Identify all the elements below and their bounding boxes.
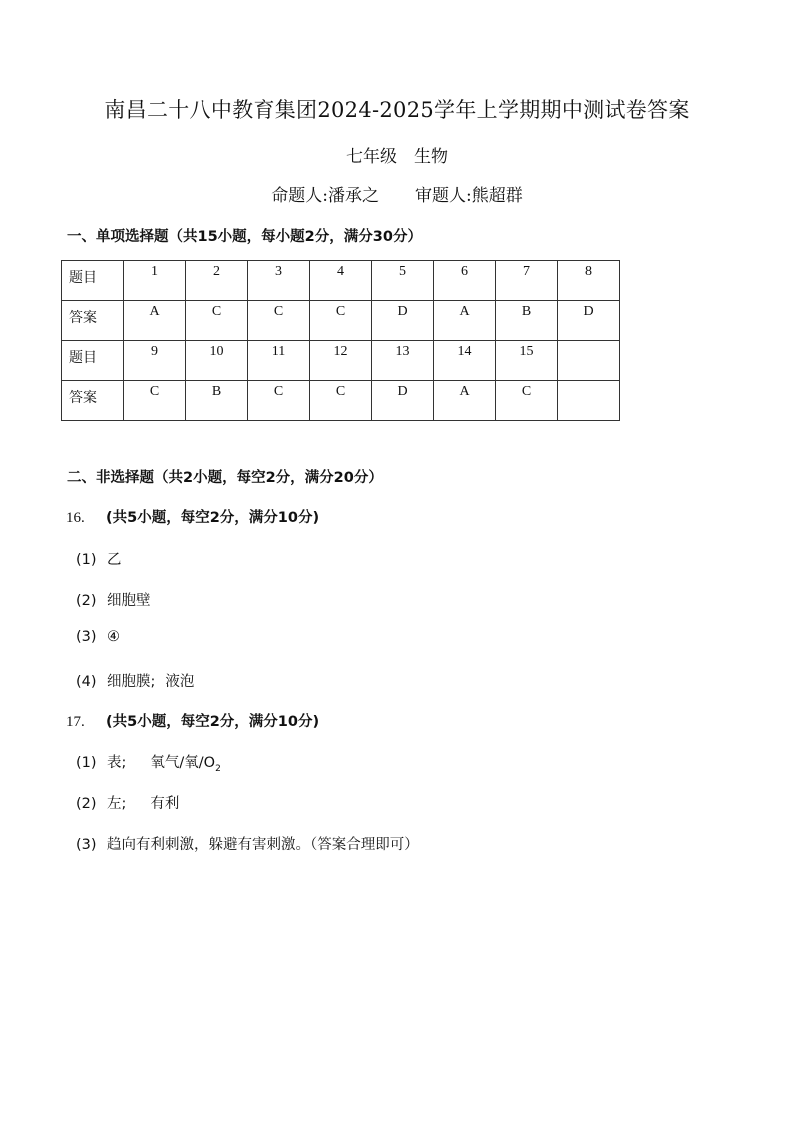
answer-line [76,670,194,691]
section2-heading: 二、非选择题（共2小题，每空2分，满分20分） [67,470,383,486]
question-number: 4 [310,261,372,301]
question-number: 13 [372,341,434,381]
answer-cell [558,381,620,421]
answer-label: (1) [76,552,97,568]
question-16-heading [66,506,319,527]
answer-cell: D [372,301,434,341]
answer-cell: C [310,381,372,421]
question-number: 12 [310,341,372,381]
answer-table [61,260,620,421]
answer-text-2: 氧气/氧$/O_2$ [150,755,221,774]
answer-label: (2) [76,796,97,812]
answer-label: (3) [76,629,97,645]
question-17-heading [66,710,319,731]
row-label-question: 题目 [62,261,124,301]
table-row [62,381,620,421]
answer-cell: C [124,381,186,421]
row-label-question: 题目 [62,341,124,381]
answer-cell: C [186,301,248,341]
answer-text: 细胞膜; [107,674,156,690]
answer-label: (3) [76,837,97,853]
answer-text-2: 有利 [150,796,180,812]
answer-line [76,548,122,569]
question-number: 7 [496,261,558,301]
question-info: (共5小题，每空2分，满分10分) [106,510,320,526]
grade-subject: 七年级 生物 [346,147,448,167]
row-label-answer: 答案 [62,381,124,421]
answer-text: 细胞壁 [107,593,151,609]
answer-cell: D [558,301,620,341]
question-setter: 命题人:潘承之 [271,186,379,206]
question-number: 17. [66,714,85,730]
answer-text: 趋向有利刺激，躲避有害刺激。（答案合理即可） [107,837,419,853]
answer-text: 表; [107,755,127,771]
question-number: 10 [186,341,248,381]
answer-cell: C [496,381,558,421]
answer-cell: C [248,381,310,421]
question-number [558,341,620,381]
question-number: 14 [434,341,496,381]
answer-text: ④ [107,629,120,645]
table-row [62,261,620,301]
answer-cell: C [310,301,372,341]
answer-text: 左; [107,796,127,812]
answer-cell: A [434,301,496,341]
authors-line [0,181,794,206]
table-row [62,301,620,341]
question-number: 15 [496,341,558,381]
page-title: 南昌二十八中教育集团2024-2025学年上学期期中测试卷答案 [104,98,690,122]
question-number: 6 [434,261,496,301]
answer-cell: B [186,381,248,421]
answer-cell: A [434,381,496,421]
answer-label: (4) [76,674,97,690]
question-number: 16. [66,510,85,526]
question-number: 3 [248,261,310,301]
answer-text: 乙 [107,552,122,568]
answer-label: (2) [76,593,97,609]
answer-line [76,629,120,645]
question-number: 11 [248,341,310,381]
answer-line [76,792,179,813]
answer-cell: C [248,301,310,341]
section1-heading: 一、单项选择题（共15小题，每小题2分，满分30分） [67,229,422,245]
subscript: 2 [215,763,221,774]
answer-cell: A [124,301,186,341]
answer-line [76,589,151,610]
answer-text-2: 液泡 [165,674,195,690]
question-number: 1 [124,261,186,301]
question-number: 9 [124,341,186,381]
question-number: 2 [186,261,248,301]
answer-cell: B [496,301,558,341]
answer-line [76,751,221,774]
row-label-answer: 答案 [62,301,124,341]
answer-cell: D [372,381,434,421]
reviewer: 审题人:熊超群 [415,186,523,206]
answer-label: (1) [76,755,97,771]
question-info: (共5小题，每空2分，满分10分) [106,714,320,730]
answer-line [76,833,419,854]
question-number: 5 [372,261,434,301]
table-row [62,341,620,381]
question-number: 8 [558,261,620,301]
